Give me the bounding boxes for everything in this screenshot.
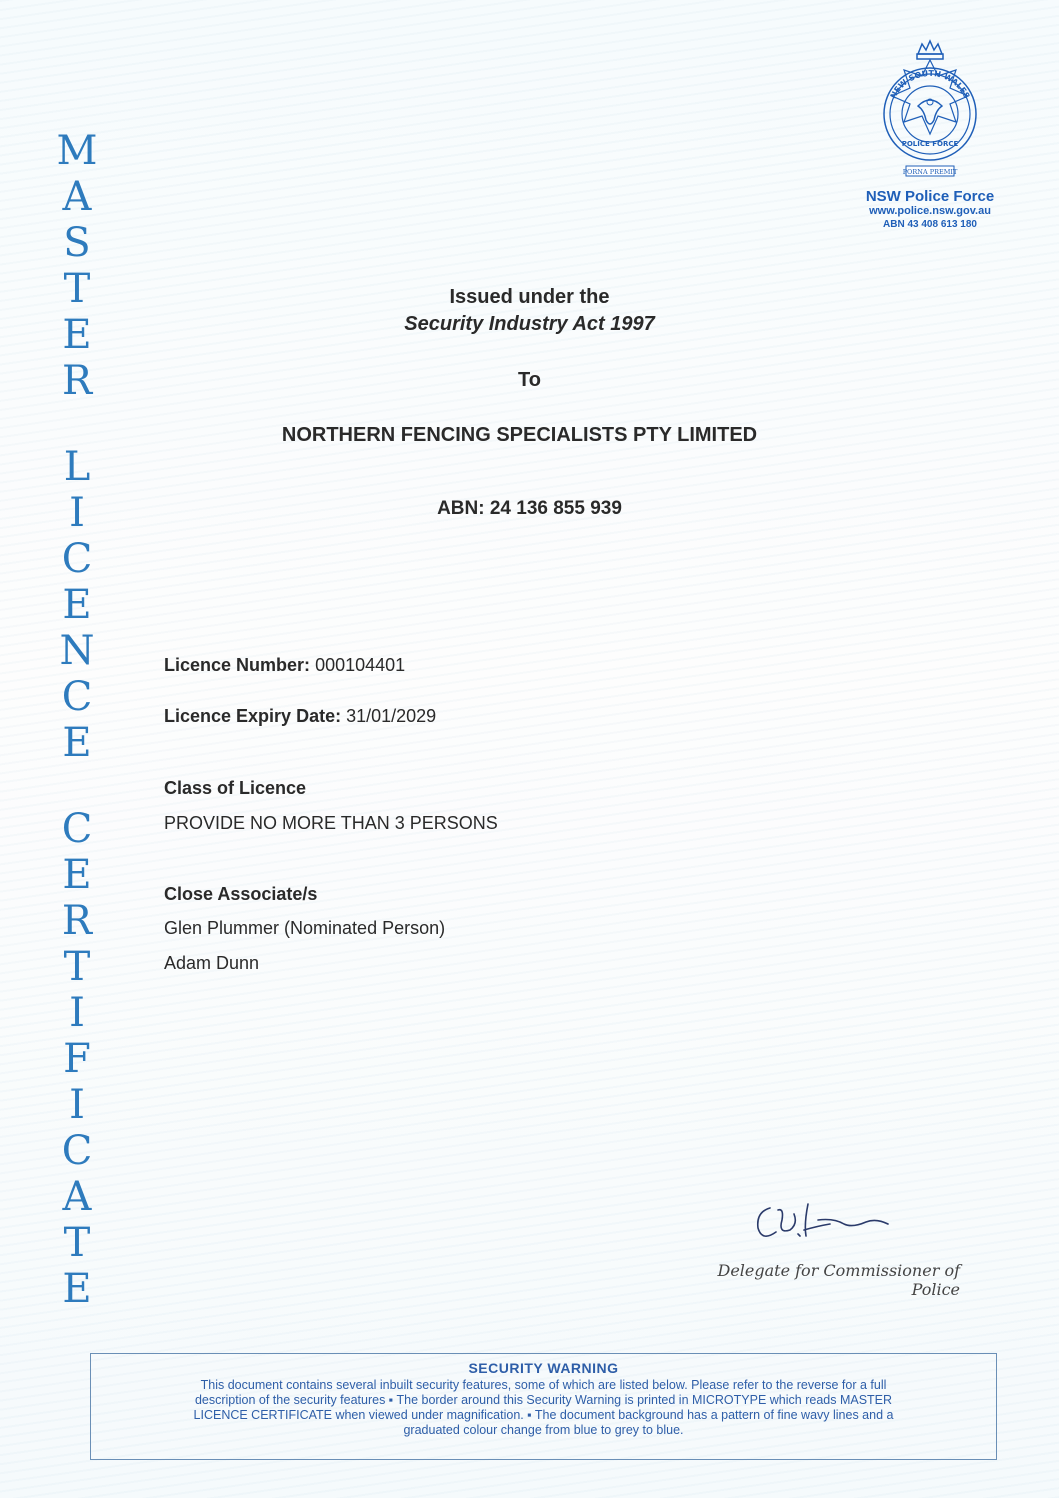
side-title-letter: I [69, 990, 85, 1036]
org-name: NSW Police Force [865, 188, 995, 205]
side-title-letter: A [62, 1174, 92, 1220]
badge-bottom-text: POLICE FORCE [901, 140, 959, 148]
company-abn: ABN: 24 136 855 939 [437, 498, 622, 519]
class-value: PROVIDE NO MORE THAN 3 PERSONS [164, 813, 498, 833]
side-title-letter: C [61, 806, 93, 852]
side-title-letter: I [69, 490, 85, 536]
security-warning-line: This document contains several inbuilt security features, some of which are listed below. Please refer to the reverse for a full [200, 1378, 887, 1392]
ribbon-text: PORNA PREMIT [902, 168, 958, 176]
side-title-letter: E [62, 582, 92, 628]
police-logo [840, 36, 1020, 230]
side-title-letter: R [61, 358, 93, 404]
licence-expiry-label: Licence Expiry Date: [164, 706, 342, 726]
class-heading: Class of Licence [164, 778, 307, 798]
security-warning-box [90, 1353, 997, 1460]
police-badge-icon [870, 36, 990, 186]
side-title-letter: T [63, 266, 91, 312]
side-title-letter: S [63, 220, 91, 266]
security-warning-line: LICENCE CERTIFICATE when viewed under magnification. ▪ The document background has a pattern of fine wavy lines and a [193, 1408, 894, 1422]
security-warning-title: SECURITY WARNING [468, 1360, 619, 1376]
side-title-letter: T [63, 944, 91, 990]
licence-expiry [164, 706, 436, 727]
signature-caption: Delegate for Commissioner of Police [717, 1261, 960, 1299]
side-title-letter: T [63, 1220, 91, 1266]
side-title-word [60, 444, 95, 766]
side-title-letter: C [61, 674, 93, 720]
licence-expiry-value: 31/01/2029 [346, 706, 437, 726]
side-title-word [62, 806, 93, 1312]
act-line: Security Industry Act 1997 [404, 313, 655, 335]
licence-number [164, 655, 405, 676]
licence-number-value: 000104401 [315, 655, 406, 675]
signature-icon [748, 1190, 908, 1250]
issued-line: Issued under the [449, 286, 610, 308]
side-title-letter: N [59, 628, 95, 674]
security-warning-text [121, 1378, 966, 1438]
side-title-letter: A [62, 174, 92, 220]
side-title-letter: F [63, 1036, 91, 1082]
side-title-word [57, 128, 98, 404]
side-title-letter: E [62, 720, 92, 766]
associates-heading: Close Associate/s [164, 884, 318, 904]
side-title-letter: E [62, 852, 92, 898]
side-title-letter: E [62, 1266, 92, 1312]
side-title-letter: E [62, 312, 92, 358]
org-url: www.police.nsw.gov.au [869, 205, 991, 217]
side-title-letter: M [56, 128, 98, 174]
security-warning-line: graduated colour change from blue to grey to blue. [403, 1423, 684, 1437]
security-warning-line: description of the security features ▪ The border around this Security Warning is printed in MICROTYPE which reads MASTER [194, 1393, 893, 1407]
side-title-letter: L [63, 444, 91, 490]
org-abn: ABN 43 408 613 180 [883, 219, 977, 230]
licence-number-label: Licence Number: [164, 655, 311, 675]
associate-item: Glen Plummer (Nominated Person) [164, 918, 446, 938]
svg-text:NEW SOUTH WALES [889, 69, 972, 100]
associate-item: Adam Dunn [164, 953, 260, 973]
side-title-letter: I [69, 1082, 85, 1128]
company-name: NORTHERN FENCING SPECIALISTS PTY LIMITED [281, 424, 758, 446]
side-title-letter: C [61, 1128, 93, 1174]
side-title-letter: C [61, 536, 93, 582]
associates-list [164, 918, 445, 988]
badge-top-text: NEW SOUTH WALES [888, 68, 972, 101]
to-line: To [518, 369, 541, 391]
side-title-letter: R [61, 898, 93, 944]
